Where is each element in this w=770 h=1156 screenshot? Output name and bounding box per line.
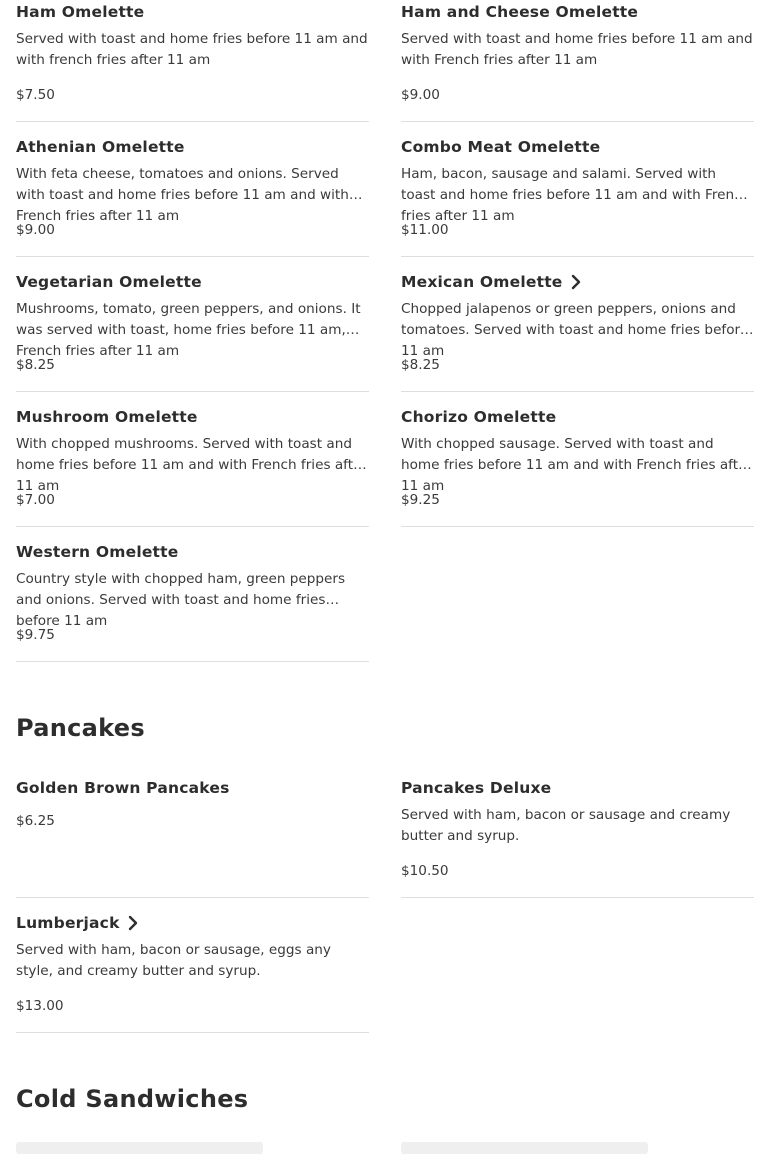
- chevron-right-icon: [126, 915, 140, 931]
- item-price: $7.50: [16, 87, 55, 103]
- menu-item-vegetarian-omelette[interactable]: [16, 257, 369, 392]
- chevron-right-icon: [569, 274, 583, 290]
- menu-item-pancakes-deluxe[interactable]: [401, 776, 754, 898]
- menu-item-ham-omelette[interactable]: [16, 0, 369, 122]
- empty-cell: [401, 898, 754, 1033]
- item-description: Served with toast and home fries before 11 am and with french fries after 11 am: [16, 31, 368, 68]
- item-description: With feta cheese, tomatoes and onions. Served with toast and home fries before 11 am and with French fries after 11 am: [16, 166, 349, 224]
- menu-item-golden-brown-pancakes[interactable]: [16, 776, 369, 898]
- cutoff-item-name: [16, 1142, 263, 1154]
- menu-item-lumberjack[interactable]: [16, 898, 369, 1033]
- item-name: Pancakes Deluxe: [401, 779, 552, 797]
- item-description: Mushrooms, tomato, green peppers, and onions. It was served with toast, home fries before 11 am, French fries after 11 am: [16, 301, 361, 359]
- item-price: $7.00: [16, 492, 55, 508]
- item-description: Ham, bacon, sausage and salami. Served with toast and home fries before 11 am and with French fries after 11 am: [401, 166, 751, 224]
- section-title-pancakes: Pancakes: [16, 714, 145, 742]
- menu-item-ham-and-cheese-omelette[interactable]: [401, 0, 754, 122]
- item-description: Served with ham, bacon or sausage and creamy butter and syrup.: [401, 807, 731, 844]
- cold-sandwiches-items-cutoff: [16, 1142, 754, 1156]
- menu-item-western-omelette[interactable]: [16, 527, 369, 662]
- item-price: $6.25: [16, 813, 55, 829]
- item-price: $8.25: [16, 357, 55, 373]
- section-title-cold-sandwiches: Cold Sandwiches: [16, 1085, 249, 1113]
- item-price: $9.00: [16, 222, 55, 238]
- cutoff-item-name: [401, 1142, 648, 1154]
- item-name: Athenian Omelette: [16, 138, 185, 156]
- item-name: Golden Brown Pancakes: [16, 779, 230, 797]
- item-name: Ham and Cheese Omelette: [401, 3, 639, 21]
- item-name: Vegetarian Omelette: [16, 273, 202, 291]
- omelettes-grid: [16, 0, 754, 662]
- item-price: $9.25: [401, 492, 440, 508]
- item-name: Mexican Omelette: [401, 271, 754, 293]
- menu-item-combo-meat-omelette[interactable]: [401, 122, 754, 257]
- item-name: Lumberjack: [16, 912, 369, 934]
- item-price: $9.00: [401, 87, 440, 103]
- pancakes-grid: [16, 776, 754, 1033]
- item-price: $10.50: [401, 863, 449, 879]
- item-description: Served with ham, bacon or sausage, eggs any style, and creamy butter and syrup.: [16, 942, 331, 979]
- item-name: Chorizo Omelette: [401, 408, 557, 426]
- item-price: $13.00: [16, 998, 64, 1014]
- item-description: Served with toast and home fries before 11 am and with French fries after 11 am: [401, 31, 753, 68]
- menu-item-athenian-omelette[interactable]: [16, 122, 369, 257]
- item-name: Western Omelette: [16, 543, 179, 561]
- item-description: With chopped mushrooms. Served with toast and home fries before 11 am and with French fries after 11 am: [16, 436, 368, 494]
- item-name: Combo Meat Omelette: [401, 138, 601, 156]
- item-price: $8.25: [401, 357, 440, 373]
- menu-item-mushroom-omelette[interactable]: [16, 392, 369, 527]
- menu-item-chorizo-omelette[interactable]: [401, 392, 754, 527]
- item-price: $11.00: [401, 222, 449, 238]
- item-description: Chopped jalapenos or green peppers, onions and tomatoes. Served with toast and home fries before 11 am: [401, 301, 749, 359]
- item-description: Country style with chopped ham, green peppers and onions. Served with toast and home fries before 11 am: [16, 571, 346, 629]
- menu-item-mexican-omelette[interactable]: [401, 257, 754, 392]
- item-name: Ham Omelette: [16, 3, 145, 21]
- item-price: $9.75: [16, 627, 55, 643]
- item-description: With chopped sausage. Served with toast and home fries before 11 am and with French fries after 11 am: [401, 436, 753, 494]
- item-name: Mushroom Omelette: [16, 408, 198, 426]
